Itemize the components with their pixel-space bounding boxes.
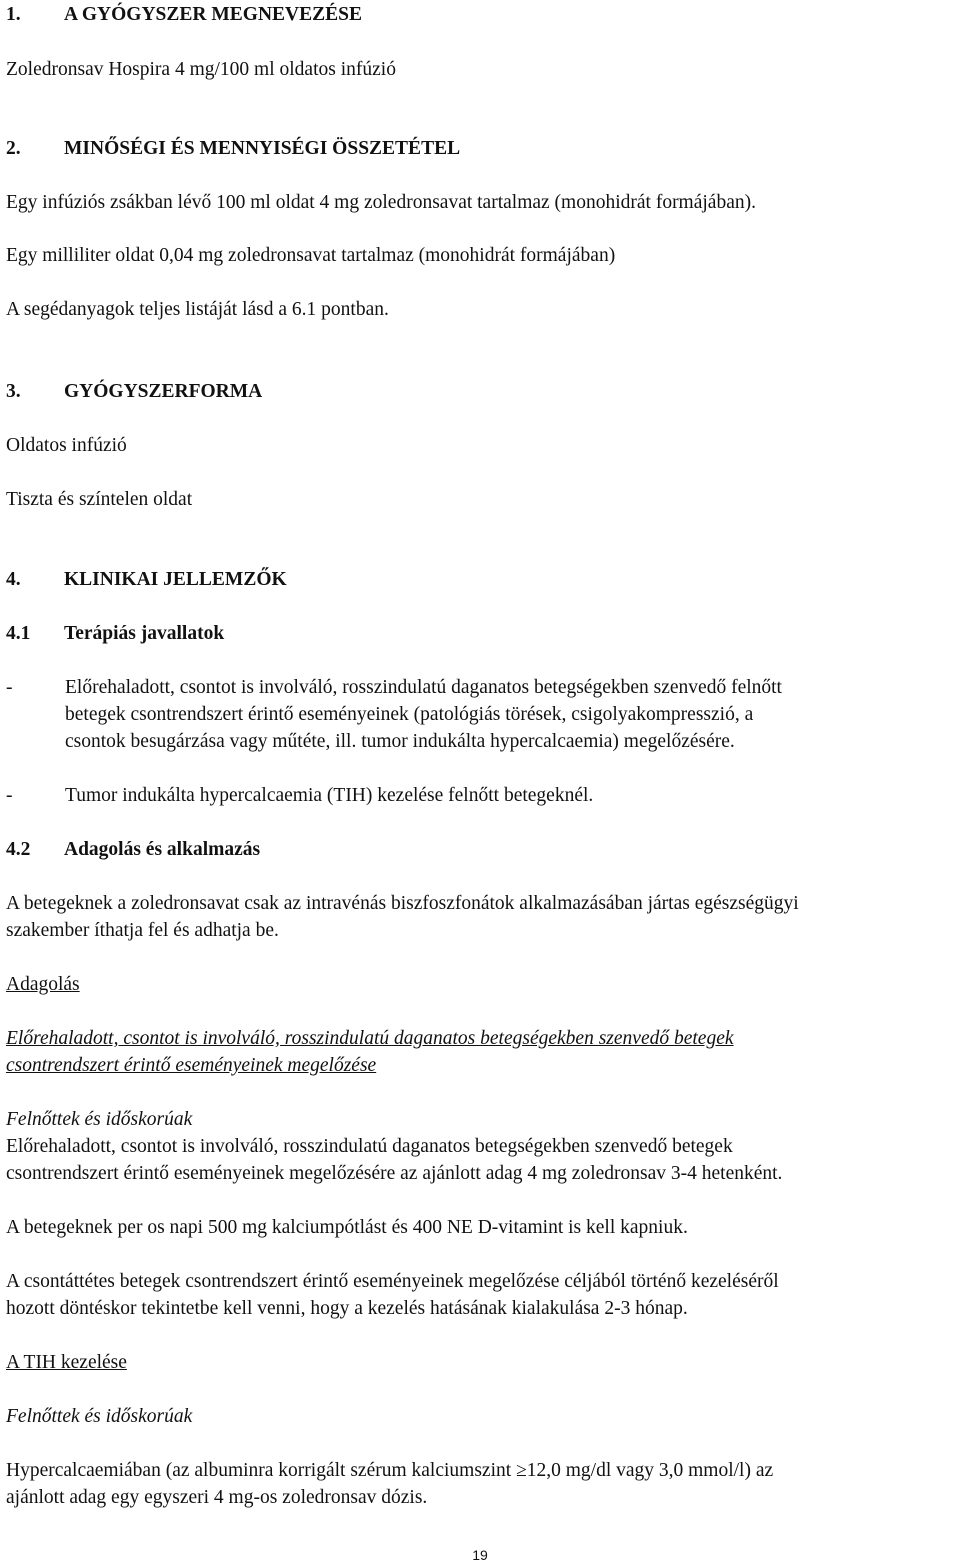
composition-line-2: Egy milliliter oldat 0,04 mg zoledronsavat tartalmaz (monohidrát formájában) xyxy=(6,245,616,266)
section-1-heading: 1. A GYÓGYSZER MEGNEVEZÉSE xyxy=(6,4,362,25)
section-2-heading: 2. MINŐSÉGI ÉS MENNYISÉGI ÖSSZETÉTEL xyxy=(6,138,461,159)
adults-elderly-label-1: Felnőttek és időskorúak xyxy=(6,1109,193,1130)
page-number: 19 xyxy=(472,1547,488,1563)
bone-metastasis-text-line-1: A csontáttétes betegek csontrendszert érintő eseményeinek megelőzése céljából történő kezeléséről xyxy=(6,1271,779,1292)
tih-subheading: A TIH kezelése xyxy=(6,1352,127,1373)
hypercalcaemia-text-line-1: Hypercalcaemiában (az albuminra korrigált szérum kalciumszint ≥12,0 mg/dl vagy 3,0 mmol/l) az xyxy=(6,1460,774,1481)
bullet-dash: - xyxy=(6,677,13,698)
adults-elderly-label-2: Felnőttek és időskorúak xyxy=(6,1406,193,1427)
hypercalcaemia-text-line-2: ajánlott adag egy egyszeri 4 mg-os zoledronsav dózis. xyxy=(6,1487,428,1508)
prevention-subheading-line-2: csontrendszert érintő eseményeinek megelőzése xyxy=(6,1055,377,1076)
section-4-1-heading: 4.1 Terápiás javallatok xyxy=(6,623,225,644)
supplement-text: A betegeknek per os napi 500 mg kalciumpótlást és 400 NE D-vitamint is kell kapniuk. xyxy=(6,1217,688,1238)
excipients-note: A segédanyagok teljes listáját lásd a 6.1 pontban. xyxy=(6,299,389,320)
section-3-heading: 3. GYÓGYSZERFORMA xyxy=(6,381,263,402)
bone-metastasis-text-line-2: hozott döntéskor tekintetbe kell venni, hogy a kezelés hatásának kialakulása 2-3 hónap. xyxy=(6,1298,688,1319)
form-line-1: Oldatos infúzió xyxy=(6,435,127,456)
dose-text-line-2: csontrendszert érintő eseményeinek megelőzésére az ajánlott adag 4 mg zoledronsav 3-4 hetenként. xyxy=(6,1163,783,1184)
prevention-subheading-line-1: Előrehaladott, csontot is involváló, rosszindulatú daganatos betegségekben szenvedő betegek xyxy=(6,1028,734,1049)
composition-line-1: Egy infúziós zsákban lévő 100 ml oldat 4 mg zoledronsavat tartalmaz (monohidrát formájában). xyxy=(6,192,756,213)
section-4-2-heading: 4.2 Adagolás és alkalmazás xyxy=(6,839,261,860)
section-4-heading: 4. KLINIKAI JELLEMZŐK xyxy=(6,569,287,590)
form-line-2: Tiszta és színtelen oldat xyxy=(6,489,193,510)
document-page: 1. A GYÓGYSZER MEGNEVEZÉSE Zoledronsav Hospira 4 mg/100 ml oldatos infúzió 2. MINŐSÉGI ÉS MENNYISÉGI ÖSSZETÉTEL Egy infúziós zsákban lévő 100 ml oldat 4 mg zoledronsavat tartalmaz (monohidrát formájában). Egy milliliter oldat 0,04 mg zoledronsavat tartalmaz (monohidrát formájában) A segédanyagok teljes listáját lásd a 6.1 pontban. 3. GYÓGYSZERFORMA Oldatos infúzió Tiszta és színtelen oldat 4. KLINIKAI JELLEMZŐK 4.1 Terápiás javallatok - Előrehaladott, csontot is involváló, rosszindulatú daganatos betegségekben szenvedő felnőtt betegek csontrendszert érintő eseményeinek (patológiás törések, csigolyakompresszió, a csontok besugárzása vagy műtéte, ill. tumor indukálta hypercalcaemia) megelőzésére. - Tumor indukálta hypercalcaemia (TIH) kezelése felnőtt betegeknél. 4.2 Adagolás és alkalmazás A betegeknek a zoledronsavat csak az intravénás biszfoszfonátok alkalmazásában jártas egészségügyi szakember íthatja fel és adhatja be. Adagolás Előrehaladott, csontot is involváló, rosszindulatú daganatos betegségekben szenvedő betegek csontrendszert érintő eseményeinek megelőzése Felnőttek és időskorúak Előrehaladott, csontot is involváló, rosszindulatú daganatos betegségekben szenvedő betegek csontrendszert érintő eseményeinek megelőzésére az ajánlott adag 4 mg zoledronsav 3-4 hetenként. A betegeknek per os napi 500 mg kalciumpótlást és 400 NE D-vitamint is kell kapniuk. A csontáttétes betegek csontrendszert érintő eseményeinek megelőzése céljából történő kezeléséről hozott döntéskor tekintetbe kell venni, hogy a kezelés hatásának kialakulása 2-3 hónap. A TIH kezelése Felnőttek és időskorúak Hypercalcaemiában (az albuminra korrigált szérum kalciumszint ≥12,0 mg/dl vagy 3,0 mmol/l) az ajánlott adag egy egyszeri 4 mg-os zoledronsav dózis. 19 xyxy=(0,0,960,1565)
administration-text-line-1: A betegeknek a zoledronsavat csak az intravénás biszfoszfonátok alkalmazásában jártas egészségügyi xyxy=(6,893,799,914)
administration-text-line-2: szakember íthatja fel és adhatja be. xyxy=(6,920,279,941)
dosage-subheading: Adagolás xyxy=(6,974,80,995)
dose-text-line-1: Előrehaladott, csontot is involváló, rosszindulatú daganatos betegségekben szenvedő betegek xyxy=(6,1136,733,1157)
product-name: Zoledronsav Hospira 4 mg/100 ml oldatos infúzió xyxy=(6,59,396,80)
bullet-dash: - xyxy=(6,785,13,806)
